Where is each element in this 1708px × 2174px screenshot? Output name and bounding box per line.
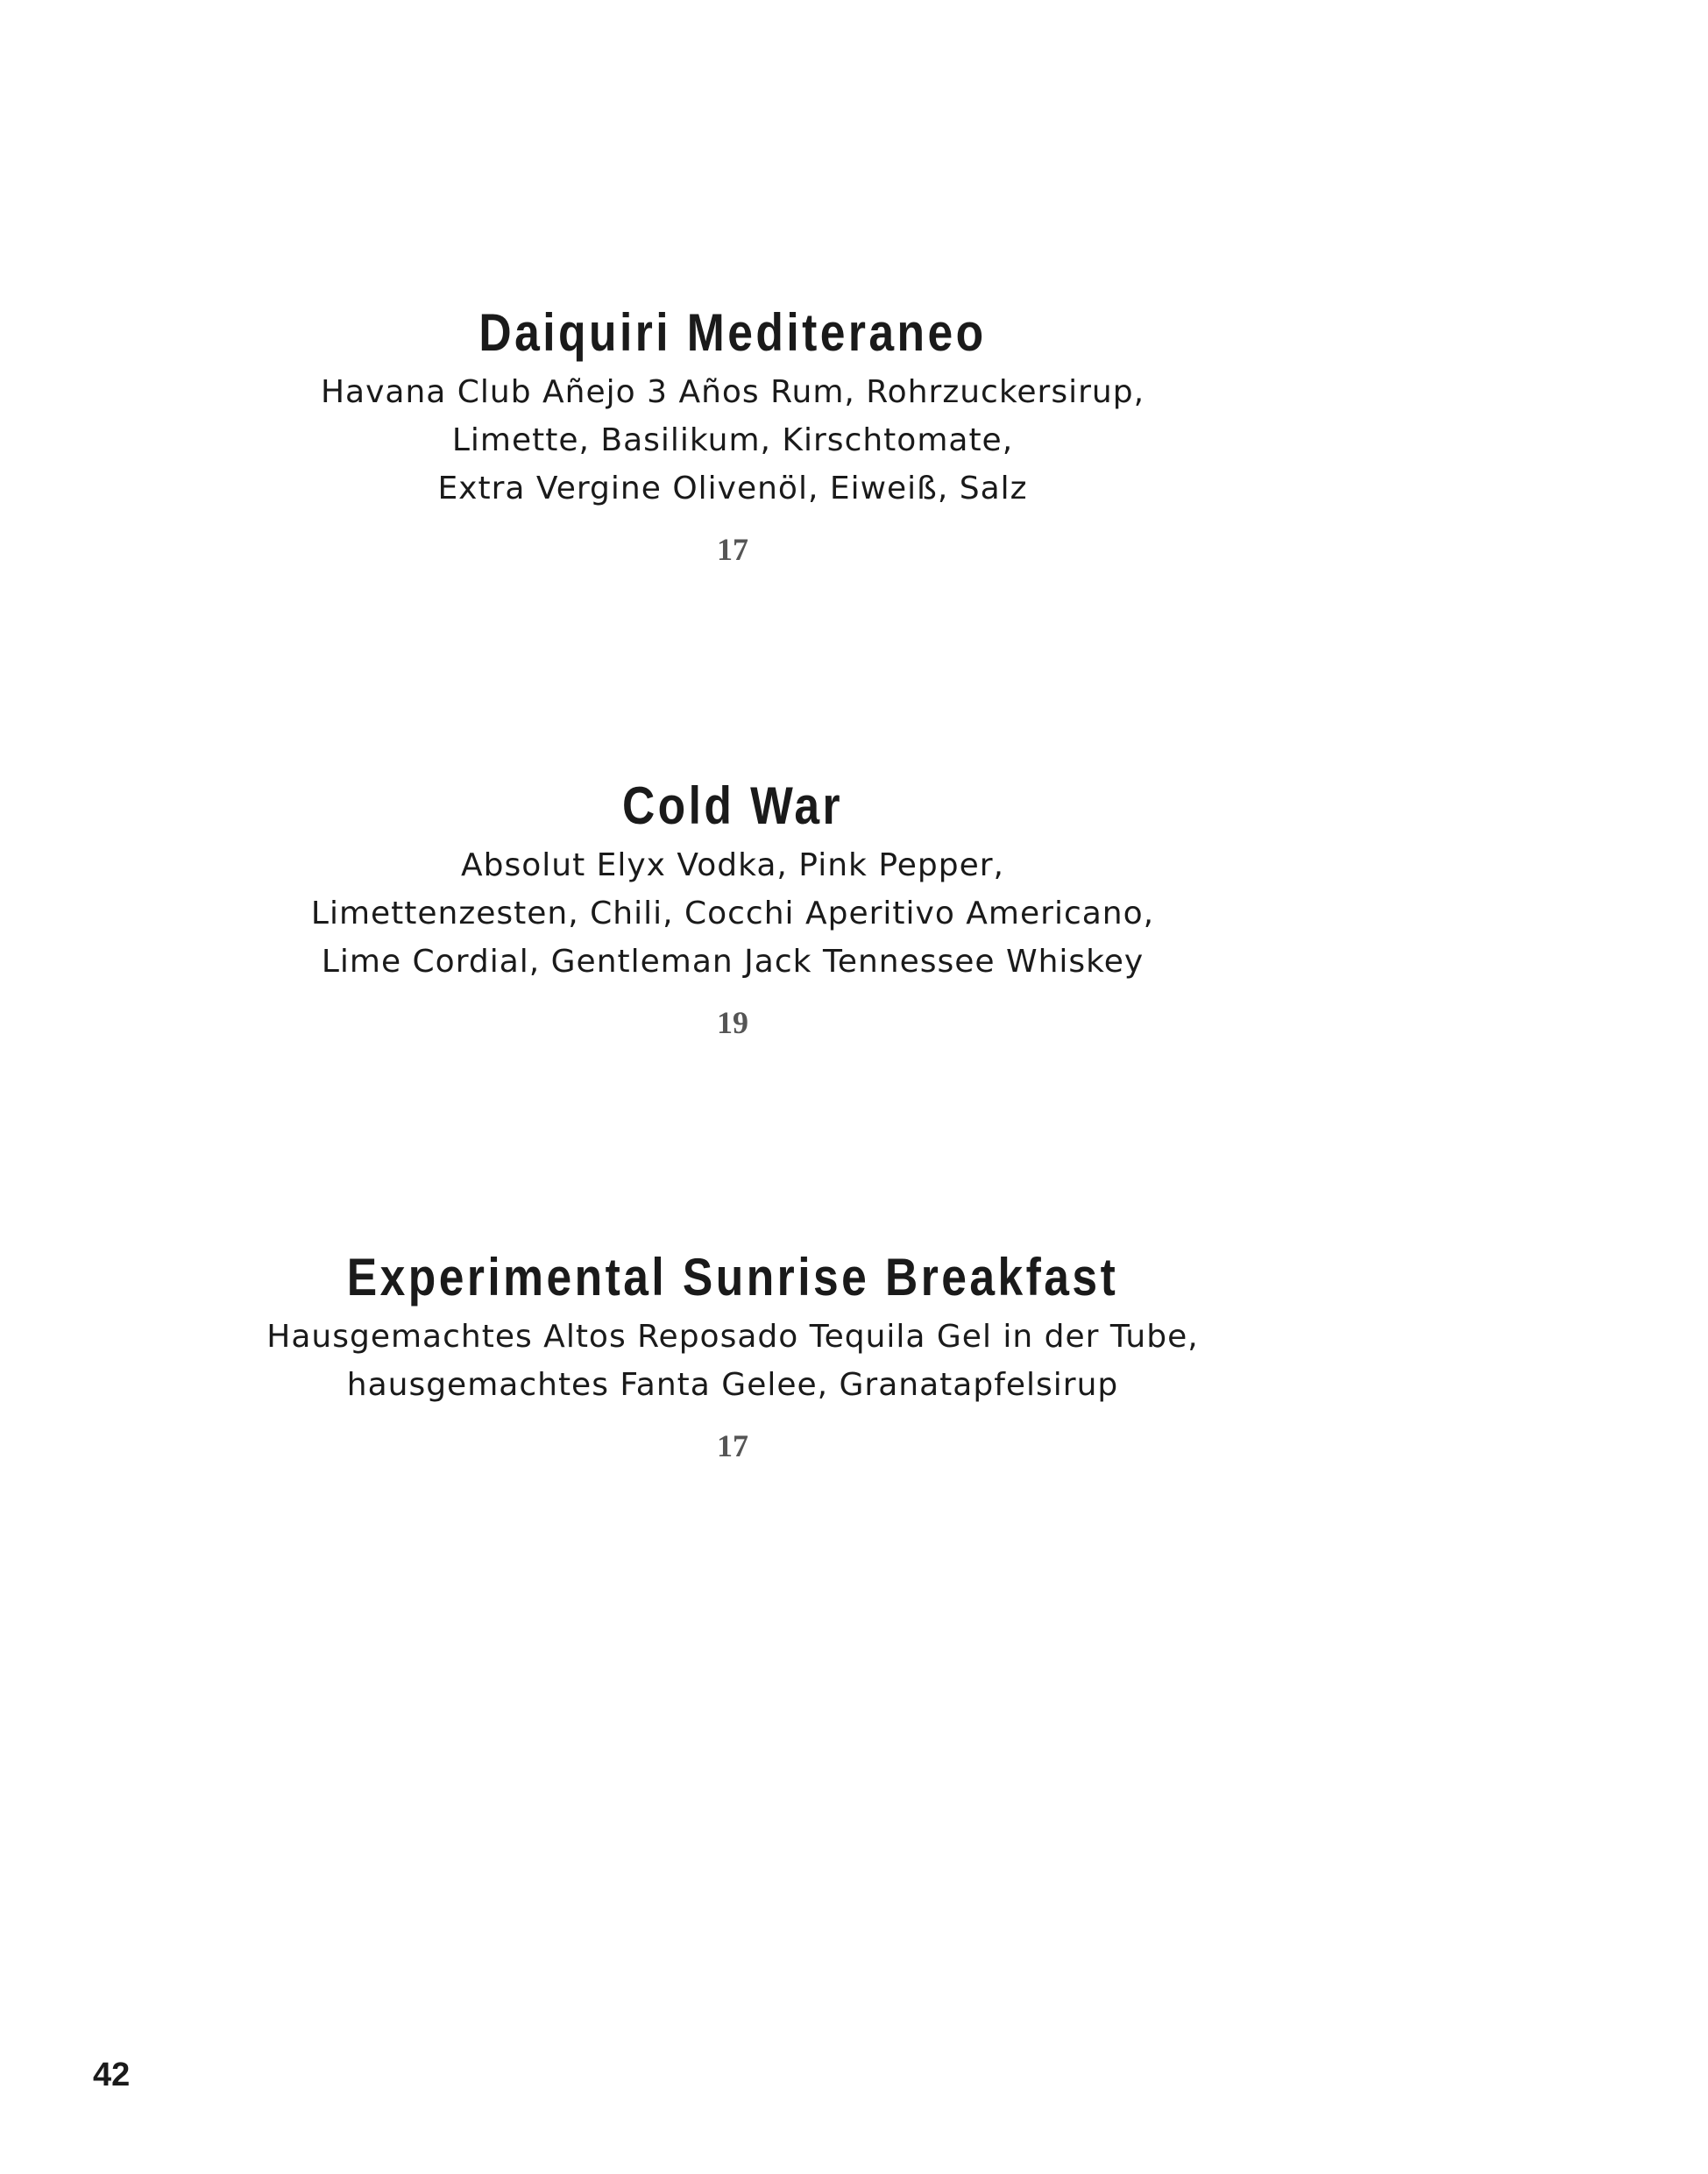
description-line: hausgemachtes Fanta Gelee, Granatapfelsirup: [346, 1367, 1119, 1403]
description-line: Havana Club Añejo 3 Años Rum, Rohrzuckersirup,: [320, 374, 1145, 410]
description-line: Lime Cordial, Gentleman Jack Tennessee Whiskey: [321, 944, 1145, 980]
item-description: [0, 1313, 1465, 1409]
page-number: 42: [93, 2057, 131, 2093]
description-line: Extra Vergine Olivenöl, Eiweiß, Salz: [437, 471, 1028, 506]
item-price: 17: [717, 1428, 748, 1463]
item-description: [0, 841, 1465, 986]
menu-item-experimental-sunrise-breakfast: [0, 1243, 1465, 1465]
item-title: Experimental Sunrise Breakfast: [346, 1248, 1119, 1307]
item-price: 17: [717, 532, 748, 567]
item-price: 19: [717, 1005, 748, 1040]
item-title: Cold War: [621, 776, 844, 835]
item-title: Daiquiri Mediteraneo: [478, 303, 987, 362]
description-line: Hausgemachtes Altos Reposado Tequila Gel in der Tube,: [266, 1319, 1199, 1355]
menu-item-daiquiri-mediteraneo: [0, 298, 1465, 569]
menu-item-cold-war: [0, 771, 1465, 1042]
description-line: Limette, Basilikum, Kirschtomate,: [451, 422, 1014, 458]
description-line: Absolut Elyx Vodka, Pink Pepper,: [460, 847, 1004, 883]
item-description: [0, 368, 1465, 513]
description-line: Limettenzesten, Chili, Cocchi Aperitivo Americano,: [310, 896, 1155, 931]
